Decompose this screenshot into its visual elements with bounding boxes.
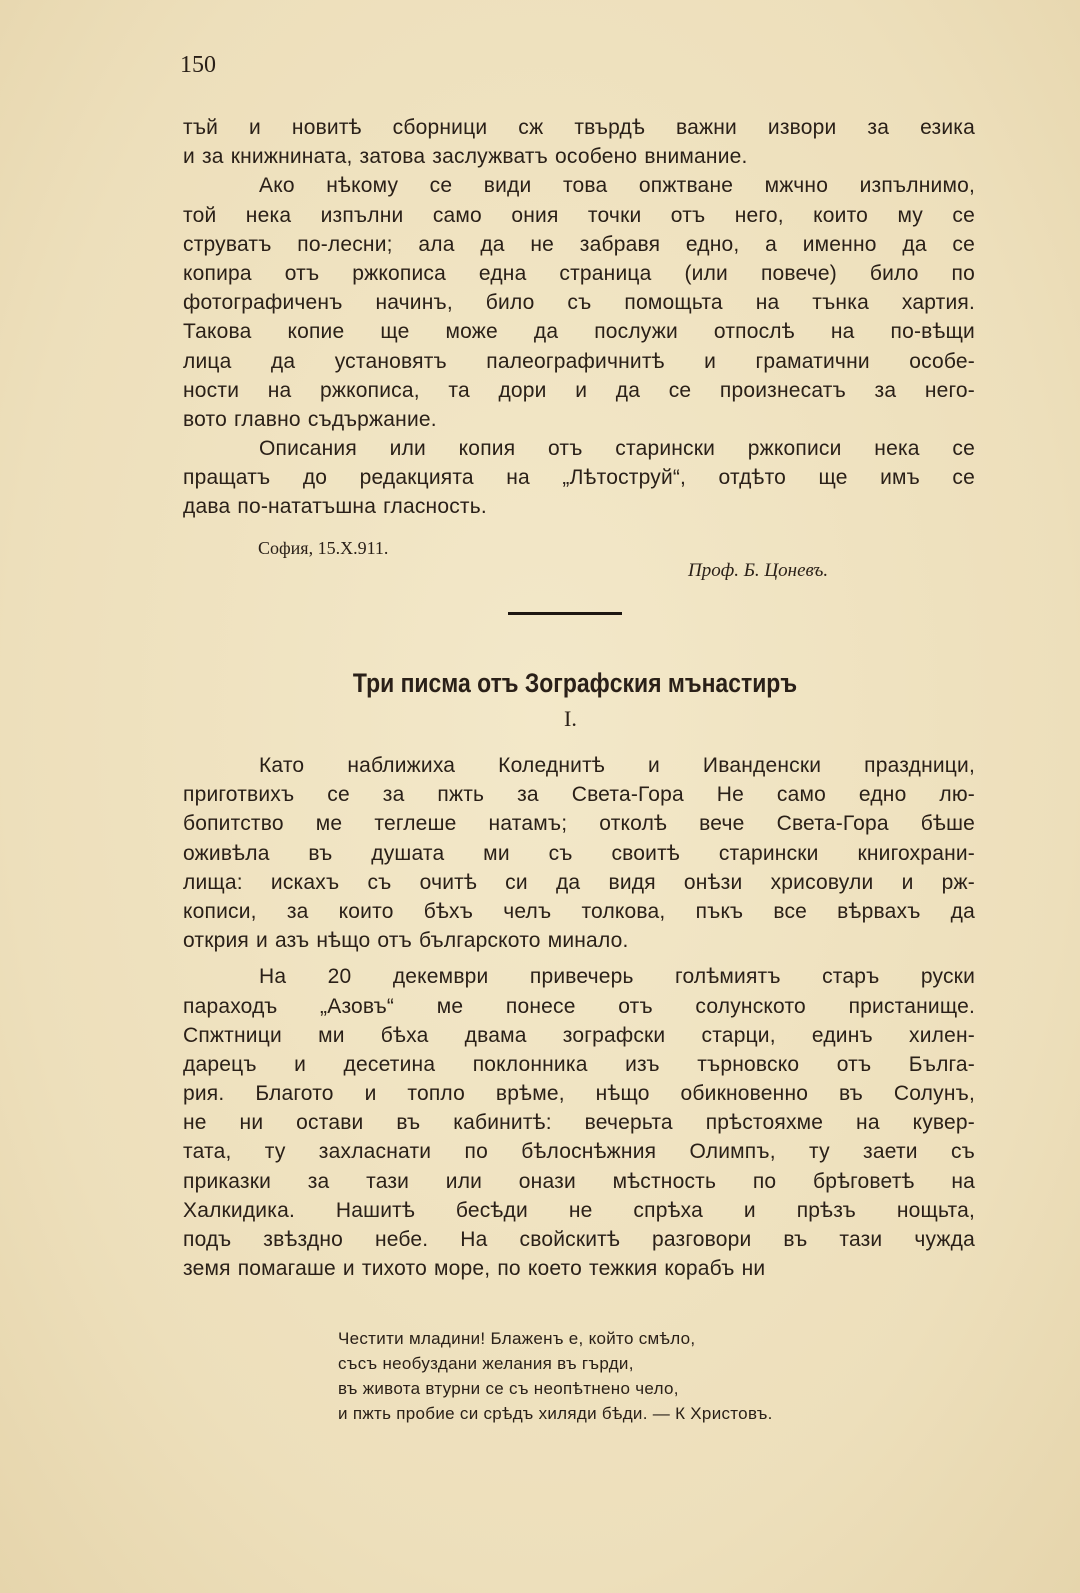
text-line: Като наближиха Коледнитѣ и Иванденски праздници, [259,754,975,777]
section-divider [508,612,622,615]
text-line: На 20 декември привечерь голѣмиятъ старъ руски [259,965,975,989]
epigraph-line: Честити младини! Блаженъ е, който смѣло, [338,1329,696,1348]
epigraph-line: въ живота втурни се съ неопѣтнено чело, [338,1379,679,1398]
text-line: оживѣла въ душата ми съ своитѣ старински книгохрани- [183,841,975,865]
text-line: приказки за тази или онази мѣстность по брѣговетѣ на [183,1169,975,1193]
paragraph [183,113,975,171]
paragraph [183,962,975,1283]
author-signature: Проф. Б. Цоневъ. [688,560,829,581]
text-line: параходъ „Азовъ“ ме понесе отъ солунското пристанище. [183,994,975,1018]
text-line: вото главно съдържание. [183,407,437,431]
epigraph [338,1326,773,1426]
text-line: ности на ржкописа, та дори и да се произнесатъ за него- [183,378,975,402]
part-number: I. [564,706,577,731]
text-line: приготвихъ се за пжть за Света-Гора Не само едно лю- [183,783,975,807]
text-line: фотографиченъ начинъ, било съ помощьта на тънка хартия. [183,291,975,315]
text-line: дарецъ и десетина поклонника изъ търновско отъ Бълга- [183,1052,975,1076]
text-line: Халкидика. Нашитѣ бесѣди не спрѣха и прѣзъ нощьта, [183,1198,975,1222]
paragraph [183,751,975,955]
text-line: бопитство ме теглеше натамъ; отколѣ вече Света-Гора бѣше [183,812,975,836]
text-line: рия. Благото и топло врѣме, нѣщо обикновенно въ Солунъ, [183,1082,975,1106]
epigraph-line: и пжть пробие си срѣдъ хиляди бѣди. — К Христовъ. [338,1404,773,1423]
text-line: Спжтници ми бѣха двама зографски старци, единъ хилен- [183,1023,975,1047]
paragraph [183,434,975,522]
epigraph-line: съсъ необуздани желания въ гърди, [338,1354,634,1373]
text-line: земя помагаше и тихото море, по което тежкия корабъ ни [183,1257,766,1281]
text-line: лища: искахъ съ очитѣ си да видя онѣзи хрисовули и рж- [183,870,975,894]
paragraph [183,171,975,434]
text-line: Ако нѣкому се види това опжтване мжчно изпълнимо, [259,174,975,198]
text-line: кописи, за които бѣхъ челъ толкова, пъкъ все вѣрвахъ да [183,899,975,923]
section-1-body [183,113,975,522]
text-line: не ни остави въ кабинитѣ: вечерьта прѣстояхме на кувер- [183,1111,975,1135]
text-line: дава по-нататъшна гласность. [183,495,487,519]
text-line: Описания или копия отъ старински ржкописи нека се [259,437,975,461]
text-line: тъй и новитѣ сборници сж твърдѣ важни извори за езика [183,116,975,139]
text-line: пращатъ до редакцията на „Лѣтоструй“, отдѣто ще имъ се [183,466,975,490]
text-line: струватъ по-лесни; ала да не забравя едно, а именно да се [183,232,975,256]
text-line: тата, ту захласнати по бѣлоснѣжния Олимпъ, ту заети съ [183,1140,975,1164]
text-line: копира отъ ржкописа една страница (или повече) било по [183,261,975,285]
text-line: Такова копие ще може да послужи отпослѣ на по-вѣщи [183,320,975,344]
text-line: той нека изпълни само ония точки отъ него, които му се [183,203,975,227]
page-number: 150 [180,52,216,78]
text-line: и за книжнината, затова заслужватъ особено внимание. [183,145,748,169]
section-2-body [183,751,975,1283]
text-line: подъ звѣздно небе. На свойскитѣ разговори въ тази чужда [183,1228,975,1251]
dateline: София, 15.X.911. [258,538,389,558]
article-title: Три писма отъ Зографския мънастиръ [352,668,798,698]
text-line: лица да установятъ палеографичнитѣ и граматични особе- [183,349,975,373]
text-line: открия и азъ нѣщо отъ българското минало. [183,929,629,953]
